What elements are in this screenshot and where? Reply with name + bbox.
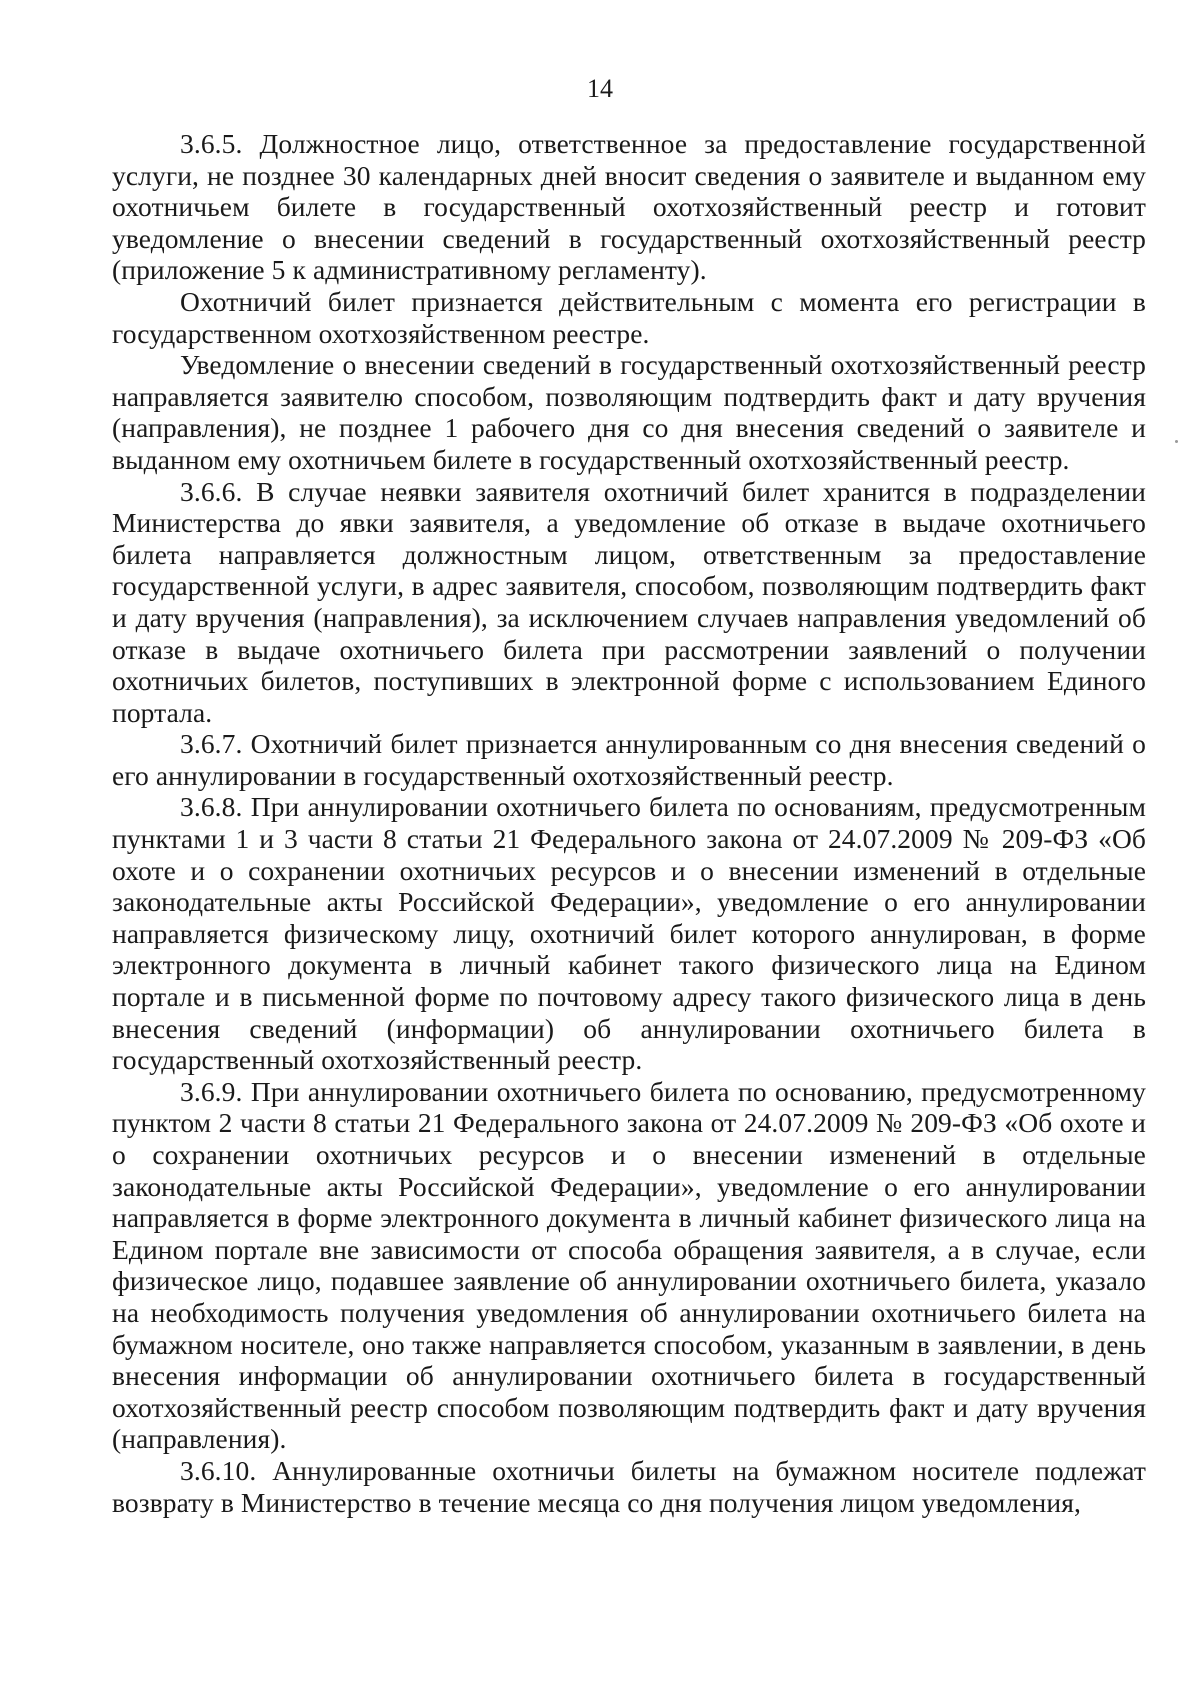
paragraph-notification-delivery: Уведомление о внесении сведений в государственный охотхозяйственный реестр направляется заявителю способом, позволяющим подтвердить факт и дату вручения (направления), не позднее 1 рабочего дня со дня внесения сведений о заявителе и выданном ему охотничьем билете в государственный охотхозяйственный реестр. [112,349,1146,475]
paragraph-ticket-validity: Охотничий билет признается действительным с момента его регистрации в государственном охотхозяйственном реестре. [112,285,1146,349]
paragraph-3-6-6: 3.6.6. В случае неявки заявителя охотничий билет хранится в подразделении Министерства до явки заявителя, а уведомление об отказе в выдаче охотничьего билета направляется должностным лицом, ответственным за предоставление государственной услуги, в адрес заявителя, способом, позволяющим подтвердить факт и дату вручения (направления), за исключением случаев направления уведомлений об отказе в выдаче охотничьего билета при рассмотрении заявлений о получении охотничьих билетов, поступивших в электронной форме с использованием Единого портала. [112,475,1146,728]
document-body [112,128,1146,1518]
paragraph-3-6-9: 3.6.9. При аннулировании охотничьего билета по основанию, предусмотренному пунктом 2 части 8 статьи 21 Федерального закона от 24.07.2009 № 209-ФЗ «Об охоте и о сохранении охотничьих ресурсов и о внесении изменений в отдельные законодательные акты Российской Федерации», уведомление о его аннулировании направляется в форме электронного документа в личный кабинет физического лица на Едином портале вне зависимости от способа обращения заявителя, а в случае, если физическое лицо, подавшее заявление об аннулировании охотничьего билета, указало на необходимость получения уведомления об аннулировании охотничьего билета на бумажном носителе, оно также направляется способом, указанным в заявлении, в день внесения информации об аннулировании охотничьего билета в государственный охотхозяйственный реестр способом позволяющим подтвердить факт и дату вручения (направления). [112,1075,1146,1455]
paragraph-3-6-7: 3.6.7. Охотничий билет признается аннулированным со дня внесения сведений о его аннулировании в государственный охотхозяйственный реестр. [112,728,1146,791]
paragraph-3-6-10: 3.6.10. Аннулированные охотничьи билеты на бумажном носителе подлежат возврату в Министерство в течение месяца со дня получения лицом уведомления, [112,1454,1146,1518]
scan-artifact [1175,440,1178,443]
paragraph-3-6-8: 3.6.8. При аннулировании охотничьего билета по основаниям, предусмотренным пунктами 1 и 3 части 8 статьи 21 Федерального закона от 24.07.2009 № 209-ФЗ «Об охоте и о сохранении охотничьих ресурсов и о внесении изменений в отдельные законодательные акты Российской Федерации», уведомление о его аннулировании направляется физическому лицу, охотничий билет которого аннулирован, в форме электронного документа в личный кабинет такого физического лица на Едином портале и в письменной форме по почтовому адресу такого физического лица в день внесения сведений (информации) об аннулировании охотничьего билета в государственный охотхозяйственный реестр. [112,791,1146,1076]
paragraph-3-6-5: 3.6.5. Должностное лицо, ответственное за предоставление государственной услуги, не позднее 30 календарных дней вносит сведения о заявителе и выданном ему охотничьем билете в государственный охотхозяйственный реестр и готовит уведомление о внесении сведений в государственный охотхозяйственный реестр (приложение 5 к административному регламенту). [112,128,1146,286]
page-number: 14 [587,74,613,103]
